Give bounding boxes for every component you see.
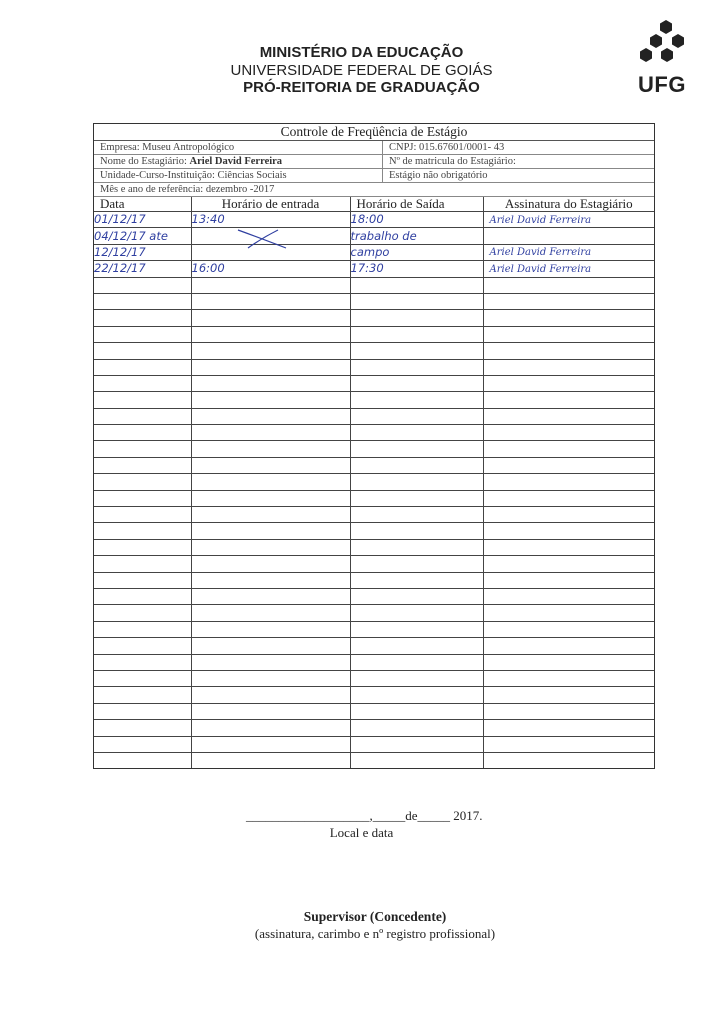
cell-data (94, 359, 191, 375)
cell-assinatura (483, 588, 654, 604)
cell-data (94, 326, 191, 342)
cell-saida (350, 621, 483, 637)
cell-entrada (191, 392, 350, 408)
logo-text: UFG (638, 72, 686, 97)
cell-entrada (191, 474, 350, 490)
table-row (94, 605, 654, 621)
table-row (94, 277, 654, 293)
cell-saida (350, 277, 483, 293)
supervisor-subtitle: (assinatura, carimbo e nº registro profissional) (254, 926, 496, 941)
cell-data: 04/12/17 ate (94, 228, 191, 244)
cell-saida (350, 556, 483, 572)
table-row (94, 523, 654, 539)
cell-entrada (191, 408, 350, 424)
cell-entrada (191, 228, 350, 244)
info-row-nome (94, 155, 654, 169)
table-row (94, 326, 654, 342)
cell-data (94, 556, 191, 572)
table-row (94, 736, 654, 752)
table-row (94, 670, 654, 686)
cell-entrada (191, 359, 350, 375)
cell-data (94, 457, 191, 473)
cell-data (94, 408, 191, 424)
table-header-row (94, 197, 654, 212)
cell-assinatura (483, 687, 654, 703)
signature: Ariel David Ferreira (489, 214, 592, 226)
cell-saida: 18:00 (350, 212, 483, 228)
cnpj-field: CNPJ: 015.67601/0001- 43 (389, 142, 505, 153)
cell-data (94, 736, 191, 752)
cell-entrada (191, 588, 350, 604)
cell-saida (350, 507, 483, 523)
signature: Ariel David Ferreira (489, 263, 592, 275)
tipo-field: Estágio não obrigatório (389, 170, 488, 181)
cell-assinatura (483, 605, 654, 621)
table-row (94, 687, 654, 703)
cell-entrada (191, 457, 350, 473)
cell-entrada (191, 687, 350, 703)
cell-saida (350, 457, 483, 473)
date-line: ___________________,_____de_____ 2017. (246, 808, 483, 823)
cell-assinatura (483, 310, 654, 326)
cell-saida (350, 441, 483, 457)
cell-data (94, 654, 191, 670)
cell-entrada (191, 310, 350, 326)
cross-mark-icon (232, 224, 292, 252)
hexagon-logo-icon (630, 18, 692, 74)
table-row (94, 212, 654, 228)
cell-entrada (191, 490, 350, 506)
table-row (94, 293, 654, 309)
cell-entrada (191, 523, 350, 539)
info-row-referencia (94, 183, 654, 197)
cell-entrada (191, 621, 350, 637)
table-row (94, 228, 654, 244)
cell-entrada (191, 375, 350, 391)
table-row (94, 621, 654, 637)
table-row (94, 359, 654, 375)
table-row (94, 539, 654, 555)
cell-saida (350, 359, 483, 375)
cell-saida (350, 375, 483, 391)
cell-assinatura (483, 343, 654, 359)
cell-entrada (191, 441, 350, 457)
cell-entrada (191, 326, 350, 342)
cell-entrada (191, 736, 350, 752)
cell-saida (350, 326, 483, 342)
cell-assinatura (483, 621, 654, 637)
cell-data (94, 507, 191, 523)
cell-assinatura (483, 359, 654, 375)
cell-data (94, 539, 191, 555)
cell-data (94, 687, 191, 703)
cell-saida (350, 343, 483, 359)
cell-assinatura (483, 277, 654, 293)
cell-assinatura (483, 638, 654, 654)
cell-data: 12/12/17 (94, 244, 191, 260)
date-caption: Local e data (329, 825, 394, 840)
cell-assinatura (483, 457, 654, 473)
cell-saida (350, 605, 483, 621)
nome-label: Nome do Estagiário: (100, 156, 190, 167)
table-row (94, 474, 654, 490)
cell-saida (350, 408, 483, 424)
table-body (94, 212, 654, 769)
empresa-field: Empresa: Museu Antropológico (94, 141, 383, 154)
cell-entrada (191, 638, 350, 654)
supervisor-title: Supervisor (Concedente) (303, 909, 447, 924)
cell-assinatura (483, 556, 654, 572)
cell-data (94, 670, 191, 686)
attendance-table (94, 197, 654, 768)
cell-assinatura (483, 244, 654, 260)
cell-data (94, 293, 191, 309)
cell-saida (350, 736, 483, 752)
cell-assinatura (483, 752, 654, 768)
col-header-entrada: Horário de entrada (191, 197, 350, 212)
col-header-assinatura: Assinatura do Estagiário (483, 197, 654, 212)
cell-assinatura (483, 523, 654, 539)
cell-assinatura (483, 212, 654, 228)
cell-data (94, 310, 191, 326)
unidade-field: Unidade-Curso-Instituição: Ciências Sociais (94, 169, 383, 182)
university-title: UNIVERSIDADE FEDERAL DE GOIÁS (230, 62, 493, 79)
table-row (94, 507, 654, 523)
cell-entrada (191, 539, 350, 555)
signature: Ariel David Ferreira (489, 247, 592, 259)
cell-entrada (191, 752, 350, 768)
cell-data (94, 572, 191, 588)
table-row (94, 375, 654, 391)
nome-field (94, 155, 383, 168)
cell-assinatura (483, 507, 654, 523)
cell-data (94, 375, 191, 391)
cell-data (94, 588, 191, 604)
cell-data: 01/12/17 (94, 212, 191, 228)
cell-data (94, 490, 191, 506)
cell-data (94, 621, 191, 637)
cell-entrada (191, 507, 350, 523)
form-title: Controle de Freqüência de Estágio (94, 124, 654, 141)
table-row (94, 720, 654, 736)
cell-saida (350, 474, 483, 490)
cell-entrada (191, 293, 350, 309)
table-row (94, 441, 654, 457)
cell-data (94, 425, 191, 441)
cell-saida: 17:30 (350, 261, 483, 277)
cell-data (94, 703, 191, 719)
cell-entrada (191, 670, 350, 686)
info-row-empresa (94, 141, 654, 155)
matricula-field: Nº de matricula do Estagiário: (389, 156, 516, 167)
ufg-logo (630, 18, 692, 104)
cell-saida (350, 310, 483, 326)
cell-entrada: 13:40 (191, 212, 350, 228)
table-row (94, 556, 654, 572)
cell-saida (350, 539, 483, 555)
col-header-saida: Horário de Saída (350, 197, 483, 212)
cell-assinatura (483, 720, 654, 736)
cell-saida: campo (350, 244, 483, 260)
cell-saida (350, 670, 483, 686)
cell-data (94, 392, 191, 408)
cell-assinatura (483, 736, 654, 752)
cell-assinatura (483, 572, 654, 588)
cell-assinatura (483, 261, 654, 277)
table-row (94, 752, 654, 768)
cell-entrada (191, 720, 350, 736)
cell-entrada: 16:00 (191, 261, 350, 277)
cell-saida (350, 523, 483, 539)
cell-data (94, 474, 191, 490)
cell-saida (350, 752, 483, 768)
table-row (94, 408, 654, 424)
cell-saida (350, 425, 483, 441)
table-row (94, 457, 654, 473)
cell-assinatura (483, 670, 654, 686)
cell-assinatura (483, 703, 654, 719)
cell-entrada (191, 425, 350, 441)
cell-data (94, 277, 191, 293)
table-row (94, 343, 654, 359)
cell-entrada (191, 343, 350, 359)
cell-entrada (191, 654, 350, 670)
table-row (94, 310, 654, 326)
table-row (94, 261, 654, 277)
cell-assinatura (483, 539, 654, 555)
cell-saida (350, 654, 483, 670)
cell-entrada (191, 605, 350, 621)
table-row (94, 588, 654, 604)
cell-assinatura (483, 425, 654, 441)
table-row (94, 572, 654, 588)
cell-saida: trabalho de (350, 228, 483, 244)
table-row (94, 425, 654, 441)
cell-saida (350, 638, 483, 654)
cell-data: 22/12/17 (94, 261, 191, 277)
nome-value: Ariel David Ferreira (189, 156, 283, 167)
cell-assinatura (483, 474, 654, 490)
cell-assinatura (483, 326, 654, 342)
cell-assinatura (483, 408, 654, 424)
department-title: PRÓ-REITORIA DE GRADUAÇÃO (243, 79, 480, 96)
cell-saida (350, 720, 483, 736)
cell-saida (350, 703, 483, 719)
col-header-data: Data (94, 197, 191, 212)
cell-assinatura (483, 490, 654, 506)
cell-data (94, 605, 191, 621)
cell-entrada (191, 556, 350, 572)
cell-assinatura (483, 654, 654, 670)
cell-saida (350, 588, 483, 604)
table-row (94, 654, 654, 670)
table-row (94, 638, 654, 654)
attendance-form (93, 123, 655, 769)
cell-assinatura (483, 392, 654, 408)
table-row (94, 490, 654, 506)
cell-assinatura (483, 293, 654, 309)
cell-entrada (191, 277, 350, 293)
cell-assinatura (483, 441, 654, 457)
cell-saida (350, 490, 483, 506)
cell-data (94, 523, 191, 539)
cell-saida (350, 572, 483, 588)
table-row (94, 244, 654, 260)
cell-assinatura (483, 228, 654, 244)
table-row (94, 392, 654, 408)
cell-data (94, 752, 191, 768)
cell-assinatura (483, 375, 654, 391)
cell-saida (350, 392, 483, 408)
cell-data (94, 343, 191, 359)
cell-data (94, 638, 191, 654)
referencia-field: Mês e ano de referência: dezembro -2017 (100, 184, 275, 195)
table-row (94, 703, 654, 719)
cell-entrada (191, 703, 350, 719)
cell-saida (350, 687, 483, 703)
cell-data (94, 720, 191, 736)
cell-saida (350, 293, 483, 309)
cell-data (94, 441, 191, 457)
ministry-title: MINISTÉRIO DA EDUCAÇÃO (259, 44, 464, 61)
info-row-unidade (94, 169, 654, 183)
cell-entrada (191, 572, 350, 588)
